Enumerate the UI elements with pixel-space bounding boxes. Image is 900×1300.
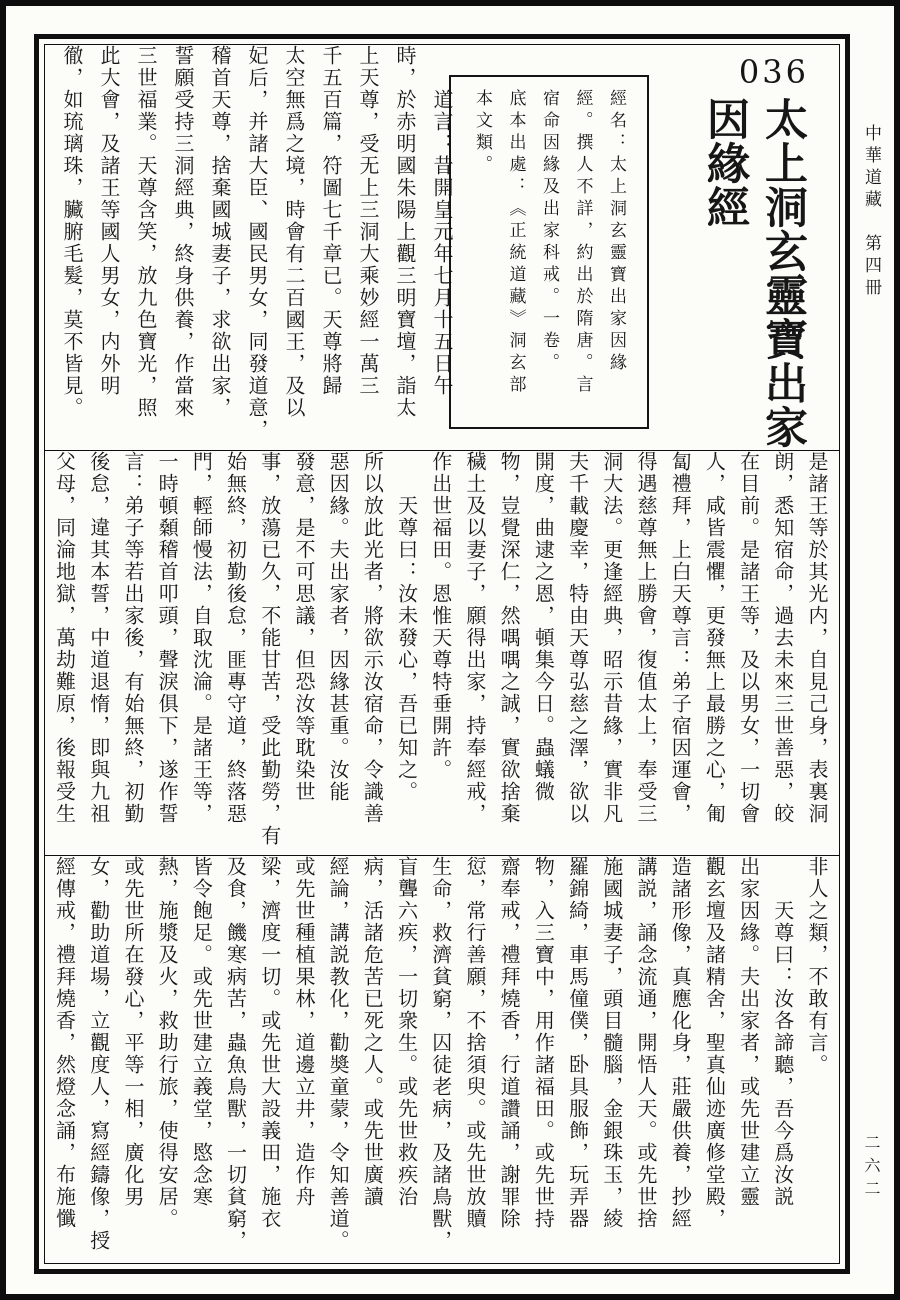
- text-column: 太空無爲之境，時會有二百國王，及以: [282, 45, 304, 419]
- text-column: 經。撰人不詳，約出於隋唐。言: [573, 89, 593, 397]
- text-column: 門，輕師慢法，自取沈淪。是諸王等，: [189, 451, 212, 825]
- text-column: 物，入三寶中，用作諸福田。或先世持: [531, 856, 554, 1230]
- text-column: 天尊曰：汝未發心，吾已知之。: [394, 451, 417, 803]
- page-number: 二六二: [862, 1134, 879, 1203]
- text-column: 此大會，及諸王等國人男女，内外明: [97, 45, 119, 397]
- text-column: 天尊曰：汝各諦聽，吾今爲汝説: [770, 856, 793, 1208]
- title-block: [655, 45, 839, 450]
- text-column: 或先世所在發心，平等一相，廣化男: [120, 856, 143, 1208]
- text-band-middle: [45, 450, 839, 856]
- text-column: 人，咸皆震懼，更發無上最勝之心，匍: [702, 451, 725, 825]
- text-column: 稽首天尊，捨棄國城妻子，求欲出家，: [208, 45, 230, 419]
- text-column: 發意，是不可思議，但恐汝等耽染世: [291, 451, 314, 803]
- content-frame-inner-border: [44, 44, 840, 1264]
- text-column: 洞大法。更逢經典，昭示昔緣，實非凡: [599, 451, 622, 825]
- text-column: 千五百篇，符圖七千章已。天尊將歸: [319, 45, 341, 397]
- text-column: 或先世種植果林，道邊立井，造作舟: [291, 856, 314, 1208]
- text-column: 作出世福田。恩惟天尊特垂開許。: [428, 451, 451, 781]
- collection-title: 中華道藏 第四冊: [862, 124, 881, 300]
- text-column: 在目前。是諸王等，及以男女，一切會: [736, 451, 759, 825]
- text-column: 本文類。: [473, 89, 492, 177]
- band1-columns: [51, 45, 459, 450]
- scripture-title-main: 太上洞玄靈寶出家: [759, 97, 806, 449]
- band3-columns: [51, 856, 833, 1263]
- text-column: 穢土及以妻子，願得出家，持奉經戒，: [462, 451, 485, 825]
- text-column: 妃后，并諸大臣、國民男女，同發道意，: [245, 45, 267, 441]
- text-column: 是諸王等於其光内，自見己身，表裏洞: [805, 451, 827, 825]
- text-column: 時，於赤明國朱陽上觀三明寶壇，詣太: [393, 45, 415, 419]
- text-column: 經名：太上洞玄靈寶出家因緣: [607, 89, 626, 375]
- text-column: 開度，曲逮之恩，頓集今日。蟲蟻微: [531, 451, 554, 803]
- text-column: 齋奉戒，禮拜燒香，行道讚誦，謝罪除: [497, 856, 520, 1230]
- text-column: 惡因緣。夫出家者，因緣甚重。汝能: [326, 451, 349, 803]
- text-column: 誓願受持三洞經典，終身供養，作當來: [171, 45, 193, 419]
- content-frame-outer-border: [34, 34, 850, 1274]
- text-column: 徹，如琉璃珠，臟腑毛髮，莫不皆見。: [60, 45, 82, 419]
- text-column: 觀玄壇及諸精舍，聖真仙迹廣修堂殿，: [702, 856, 725, 1230]
- text-column: 造諸形像，真應化身，莊嚴供養，抄經: [668, 856, 691, 1230]
- text-column: 三世福業。天尊含笑，放九色寶光，照: [134, 45, 156, 419]
- colophon-columns: [451, 77, 647, 427]
- text-column: 生命，救濟貧窮，囚徒老病，及諸鳥獸，: [428, 856, 451, 1252]
- text-column: 梁，濟度一切。或先世大設義田，施衣: [257, 856, 280, 1230]
- text-column: 羅錦綺，車馬僮僕，卧具服飾，玩弄器: [565, 856, 588, 1230]
- text-column: 病，活諸危苦已死之人。或先世廣讀: [360, 856, 383, 1208]
- text-column: 道言：昔開皇元年七月十五日午: [430, 45, 452, 397]
- band2-columns: [51, 451, 833, 855]
- text-column: 愆，常行善願，不捨須臾。或先世放贖: [462, 856, 485, 1230]
- text-column: 非人之類，不敢有言。: [805, 856, 827, 1076]
- text-column: 夫千載慶幸，特由天尊弘慈之澤，欲以: [565, 451, 588, 825]
- text-column: 經論，講説教化，勸奬童蒙，令知善道。: [326, 856, 349, 1252]
- text-column: 後怠，違其本誓，中道退惰，即與九祖: [86, 451, 109, 825]
- text-column: 宿命因緣及出家科戒。一卷。: [540, 89, 559, 375]
- text-column: 上天尊，受无上三洞大乘妙經一萬三: [356, 45, 378, 397]
- text-column: 所以放此光者，將欲示汝宿命，令識善: [360, 451, 383, 825]
- text-column: 匐禮拜，上白天尊言：弟子宿因運會，: [668, 451, 691, 825]
- text-column: 女，勸助道場，立觀度人，寫經鑄像，授: [86, 856, 109, 1252]
- scripture-number: 036: [738, 53, 809, 91]
- text-column: 父母，同淪地獄，萬劫難原，後報受生: [52, 451, 75, 825]
- text-column: 盲聾六疾，一切衆生。或先世救疾治: [394, 856, 417, 1208]
- text-column: 施國城妻子，頭目髓腦，金銀珠玉，綾: [599, 856, 622, 1230]
- colophon-box: [449, 75, 649, 429]
- text-column: 經傳戒，禮拜燒香，然燈念誦，布施懺: [52, 856, 75, 1230]
- text-column: 朗，悉知宿命，過去未來三世善惡，皎: [770, 451, 793, 825]
- text-column: 熱，施漿及火，救助行旅，使得安居。: [155, 856, 178, 1230]
- text-column: 皆令飽足。或先世建立義堂，愍念寒: [189, 856, 212, 1208]
- text-column: 講説，誦念流通，開悟人天。或先世捨: [633, 856, 656, 1230]
- text-column: 事，放蕩已久，不能甘苦，受此勤勞，有: [257, 451, 280, 847]
- text-column: 始無終，初勤後怠，匪專守道，終落惡: [223, 451, 246, 825]
- text-column: 出家因緣。夫出家者，或先世建立靈: [736, 856, 759, 1208]
- scripture-title-sub: 因緣經: [701, 97, 748, 229]
- text-column: 及食，饑寒病苦，蟲魚鳥獸，一切貧窮，: [223, 856, 246, 1252]
- text-column: 言：弟子等若出家後，有始無終，初勤: [120, 451, 143, 825]
- text-column: 得遇慈尊無上勝會，復值太上，奉受三: [633, 451, 656, 825]
- text-band-bottom: [45, 856, 839, 1263]
- text-band-top: [45, 45, 839, 450]
- text-column: 底本出處：《正統道藏》洞玄部: [506, 89, 526, 397]
- text-column: 一時頓顙稽首叩頭，聲淚俱下，遂作誓: [155, 451, 178, 825]
- text-column: 物，豈覺深仁，然喁喁之誠，實欲捨棄: [497, 451, 520, 825]
